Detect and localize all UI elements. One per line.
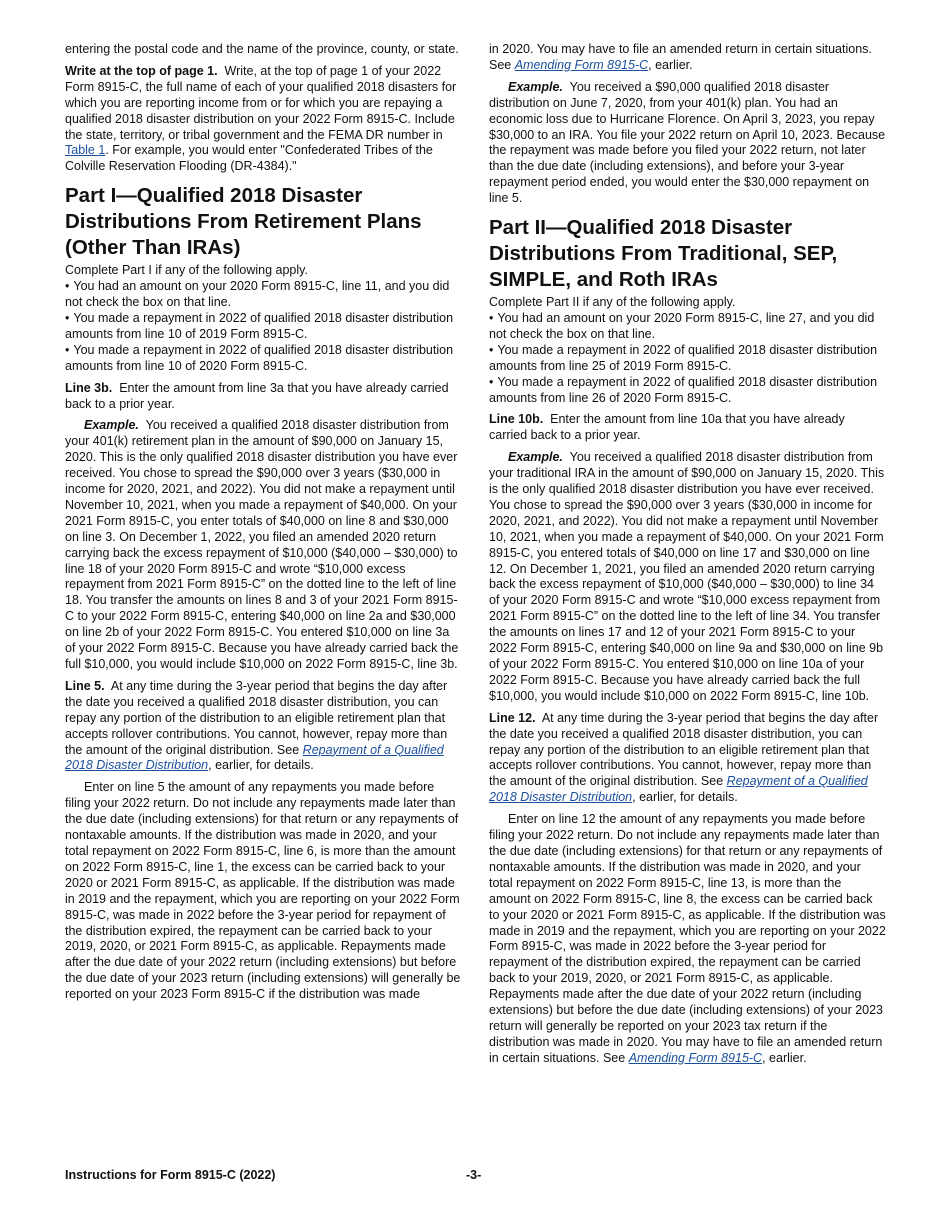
body-text: At any time during the 3-year period that begins the day after the date you received a qualified 2018 disaster distribution, you can repay any portion of the distribution to an eligible retirement plan that accepts rollover contributions. You cannot, however, repay more than the amount of the original distribution. See [65,678,448,757]
example-paragraph [489,80,886,207]
example-label: Example. [84,418,139,433]
list-item: • You made a repayment in 2022 of qualified 2018 disaster distribution amounts from line 25 of 2019 Form 8915-C. [489,342,878,373]
body-text: , earlier. [648,57,693,72]
bullet-icon: • [489,374,494,389]
part-2-intro: Complete Part II if any of the following apply. [489,295,736,310]
footer-title: Instructions for Form 8915-C (2022) [65,1168,276,1182]
run-in-heading: Line 10b. [489,412,544,427]
list-item: • You made a repayment in 2022 of qualified 2018 disaster distribution amounts from line 10 of 2019 Form 8915-C. [65,310,454,341]
example-label: Example. [508,79,563,94]
continued-paragraph: entering the postal code and the name of the province, county, or state. [65,42,459,56]
example-label: Example. [508,450,563,465]
body-text: Enter on line 12 the amount of any repayments you made before filing your 2022 return. Do not include any repayments made later than the due date (including extensions) for that return or any repayments of nontaxable amounts. If the distribution was made in 2020, and your total repayment on 2022 Form 8915-C, line 13, is more than the amount on 2022 Form 8915-C, line 8, the excess can be carried back to your 2020 or 2021 Form 8915-C, as applicable. If the distribution was made in 2019 and the repayment, which you are reporting on your 2022 Form 8915-C, was made in 2022 before the 3-year period for repayment of the distribution expired, the repayment can be carried back to your 2019, 2020, or 2021 Form 8915-C, as applicable. Repayments made after the due date of your 2022 return (including extensions) but before the due date (including extensions) of your 2023 return will generally be reported on your 2023 tax return if the distribution was made in 2020. You may have to file an amended return in certain situations. See [489,812,886,1065]
body-text: Enter the amount from line 3a that you have already carried back to a prior year. [65,380,449,411]
bullet-icon: • [65,342,70,357]
run-in-heading: Line 12. [489,710,536,725]
list-item: • You had an amount on your 2020 Form 8915-C, line 11, and you did not check the box on that line. [65,279,450,310]
list-item: • You made a repayment in 2022 of qualified 2018 disaster distribution amounts from line 26 of 2020 Form 8915-C. [489,374,878,405]
body-text: You received a qualified 2018 disaster distribution from your traditional IRA in the amount of $90,000 on January 15, 2020. This is the only qualified 2018 disaster distribution you have ever received. You chose to spread the $90,000 over 3 years ($30,000 in income for 2020, 2021, and 2022). You did not make a repayment until November 10, 2021, when you made a repayment of $40,000. On your 2021 Form 8915-C, you entered totals of $40,000 on line 17 and $30,000 on line 12. On December 1, 2021, you filed an amended 2020 return carrying back the excess repayment of $10,000 ($40,000 – $30,000) to line 34 of your 2020 Form 8915-C and wrote “$10,000 excess repayment from 2021 Form 8915-C” on the dotted line to the left of line 34. You transfer the amounts on lines 17 and 12 of your 2021 Form 8915-C to your 2022 Form 8915-C, entering $40,000 on line 9a and $30,000 on line 9b of your 2022 Form 8915-C. You entered $10,000 on line 10a of your 2022 Form 8915-C. Because you have already carried back the full $10,000, you would include $10,000 on 2022 Form 8915-C, line 10b. [489,450,885,703]
body-text: . For example, you would enter "Confederated Tribes of the Colville Reservation Flooding (DR-4384)." [65,143,433,174]
body-text: , earlier, for details. [632,790,738,805]
table-1-link[interactable]: Table 1 [65,143,106,158]
body-text: , earlier, for details. [208,758,314,773]
bullet-icon: • [489,342,494,357]
line-12-paragraph [489,711,886,806]
amending-link[interactable]: Amending Form 8915-C [628,1050,763,1065]
body-text: Write, at the top of page 1 of your 2022 Form 8915-C, the full name of each of your qualified 2018 disasters for which you are reporting income from or for which you are repaying a qualified 2018 disaster distribution on your 2022 Form 8915-C. Include the state, territory, or tribal government and the FEMA DR number in [65,63,457,142]
line-3b-paragraph [65,381,462,413]
part-1-intro: Complete Part I if any of the following apply. [65,263,308,278]
list-item: • You made a repayment in 2022 of qualified 2018 disaster distribution amounts from line 10 of 2020 Form 8915-C. [65,342,454,373]
line-12-paragraph-2 [489,812,886,1067]
bullet-icon: • [65,310,70,325]
part-2-heading: Part II—Qualified 2018 Disaster Distributions From Traditional, SEP, SIMPLE, and Roth IRAs [489,216,838,292]
run-in-heading: Line 5. [65,678,105,693]
continued-paragraph [489,42,886,74]
body-text: You received a qualified 2018 disaster distribution from your 401(k) retirement plan in the amount of $90,000 on January 15, 2020. This is the only qualified 2018 disaster distribution you have ever received. You chose to spread the $90,000 over 3 years ($30,000 in income for 2020, 2021, and 2022). You did not make a repayment until November 10, 2021, when you made a repayment of $40,000. On your 2021 Form 8915-C, you enter totals of $40,000 on line 8 and $30,000 on line 3. On December 1, 2022, you filed an amended 2020 return carrying back the excess repayment of $10,000 ($40,000 – $30,000) to line 18 of your 2020 Form 8915-C and wrote “$10,000 excess repayment from 2021 Form 8915-C” on the dotted line to the left of line 18. You transfer the amounts on lines 8 and 3 of your 2021 Form 8915-C to your 2022 Form 8915-C, entering $40,000 on line 2a and $30,000 on line 2b of your 2022 Form 8915-C. You entered $10,000 on line 3a of your 2022 Form 8915-C. Because you have already carried back the full $10,000, you would include $10,000 on 2022 Form 8915-C, line 3b. [65,418,459,671]
line-10b-paragraph [489,412,886,444]
body-text: Enter the amount from line 10a that you have already carried back to a prior year. [489,412,845,443]
bullet-icon: • [65,279,70,294]
right-column [489,42,886,1073]
run-in-heading: Write at the top of page 1. [65,63,218,78]
line-5-paragraph-2: Enter on line 5 the amount of any repayments you made before filing your 2022 return. Do not include any repayments made later than the due date (including extensions) for that return or any repayments of nontaxable amounts. If the distribution was made in 2020, and your total repayment on 2022 Form 8915-C, line 6, is more than the amount on 2022 Form 8915-C, line 1, the excess can be carried back to your 2020 or 2021 Form 8915-C, as applicable. If the distribution was made in 2019 and the repayment, which you are reporting on your 2022 Form 8915-C, was made in 2022 before the 3-year period for repayment of the distribution expired, the repayment can be carried back to your 2019, 2020, or 2021 Form 8915-C, as applicable. Repayments made after the due date of your 2022 return (including extensions) but before the due date of your 2023 return (including extensions) will generally be reported on your 2023 Form 8915-C if the distribution was made [65,780,461,1002]
run-in-heading: Line 3b. [65,380,113,395]
page-number: -3- [466,1168,482,1182]
body-text: in 2020. You may have to file an amended return in certain situations. See [489,42,872,72]
part-1-heading: Part I—Qualified 2018 Disaster Distributions From Retirement Plans (Other Than IRAs) [65,184,422,260]
left-column [65,42,462,1009]
body-text: , earlier. [762,1050,807,1065]
example-paragraph [65,418,462,673]
amending-link[interactable]: Amending Form 8915-C [514,57,649,72]
write-top-paragraph [65,64,462,175]
repayment-link[interactable]: Repayment of a Qualified 2018 Disaster Distribution [489,774,868,805]
line-5-paragraph [65,679,462,774]
repayment-link[interactable]: Repayment of a Qualified 2018 Disaster Distribution [65,742,444,773]
list-item: • You had an amount on your 2020 Form 8915-C, line 27, and you did not check the box on that line. [489,310,875,341]
body-text: You received a $90,000 qualified 2018 disaster distribution on June 7, 2020, from your 401(k) plan. You had an economic loss due to Hurricane Florence. On April 3, 2023, you repay $30,000 to an IRA. You file your 2022 return on April 10, 2023. Because the repayment was made before you filed your 2022 return, not later than the due date (including extensions), and before your 3-year repayment period ended, you would enter the $30,000 repayment on line 5. [489,79,886,206]
bullet-icon: • [489,310,494,325]
example-paragraph [489,450,886,705]
body-text: At any time during the 3-year period that begins the day after the date you received a qualified 2018 disaster distribution, you can repay any portion of the distribution to an eligible retirement plan that accepts rollover contributions. You cannot, however, repay more than the amount of the original distribution. See [489,710,879,789]
